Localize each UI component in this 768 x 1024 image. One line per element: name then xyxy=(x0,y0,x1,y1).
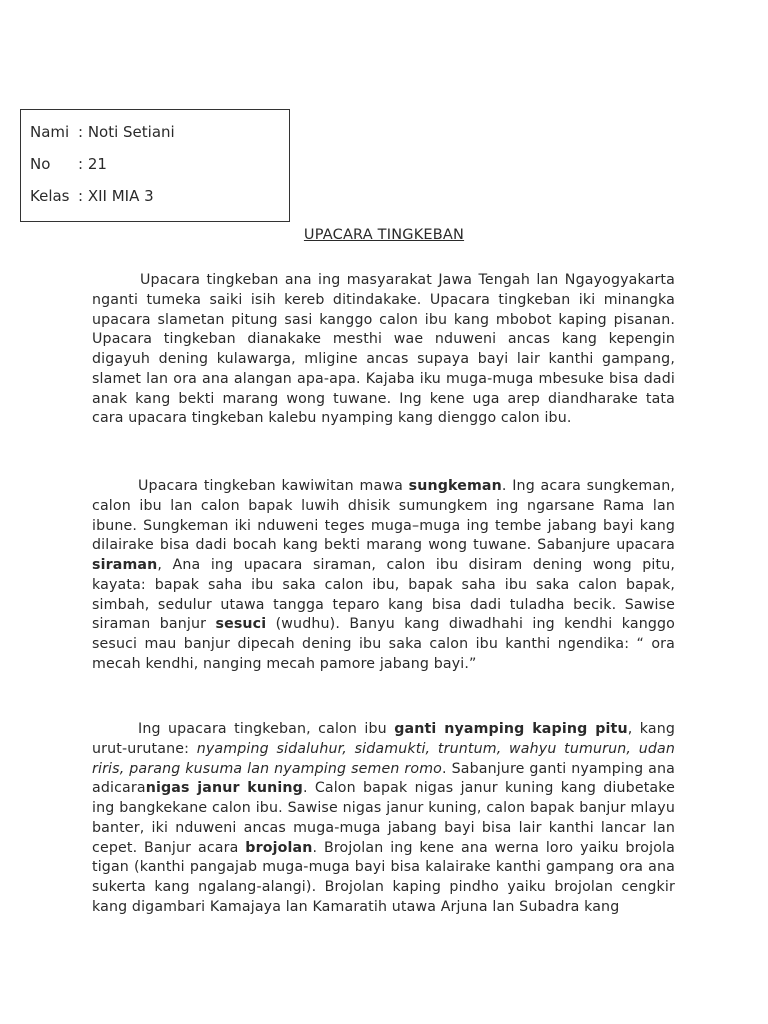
name-label: Nami xyxy=(30,123,70,141)
term-nigas-janur-kuning: nigas janur kuning xyxy=(145,780,303,797)
term-brojolan: brojolan xyxy=(245,839,313,856)
term-ganti-nyamping: ganti nyamping kaping pitu xyxy=(394,721,628,737)
paragraph-2 xyxy=(92,477,675,675)
paragraph-2-text: Upacara tingkeban kawiwitan mawa xyxy=(138,478,409,494)
term-sungkeman: sungkeman xyxy=(408,478,502,494)
class-row xyxy=(30,187,154,205)
paragraph-3-text: . Sabanjure ganti nyamping ana adicara xyxy=(92,760,676,797)
name-row xyxy=(30,123,175,141)
term-siraman: siraman xyxy=(92,557,158,573)
student-identity-box xyxy=(20,109,290,222)
paragraph-3-text: Ing upacara tingkeban, calon ibu xyxy=(138,721,395,737)
paragraph-2-text: . Ing acara sungkeman, calon ibu lan calon bapak luwih dhisik sumungkem ing ngarsane Rama lan ibune. Sungkeman iki nduweni teges muga–muga ing tembe jabang bayi kang dilairake bisa dadi bocah kang bekti marang wong tuwane. Sabanjure upacara xyxy=(92,478,675,554)
paragraph-2-text: , Ana ing upacara siraman, calon ibu disiram dening wong pitu, kayata: bapak saha ibu saka calon ibu, bapak saha ibu saka calon bapak, simbah, sedulur utawa tangga teparo kang bisa dadi tuladha becik. Sawise siraman banjur xyxy=(92,557,675,633)
number-row xyxy=(30,155,107,173)
nyamping-list: nyamping sidaluhur, sidamukti, truntum, wahyu tumurun, udan riris, parang kusuma lan nyamping semen romo xyxy=(92,740,676,777)
number-label: No xyxy=(30,155,51,173)
class-value: : XII MIA 3 xyxy=(78,187,154,205)
paragraph-1-text: Upacara tingkeban ana ing masyarakat Jawa Tengah lan Ngayogyakarta nganti tumeka saiki isih kereb ditindakake. Upacara tingkeban iki minangka upacara slametan pitung sasi kanggo calon ibu kang mbobot kaping pisanan. Upacara tingkeban dianakake mesthi wae nduweni ancas kang kepengin digayuh dening kulawarga, mligine ancas supaya bayi lair kanthi gampang, slamet lan ora ana alangan apa-apa. Kajaba iku muga-muga mbesuke bisa dadi anak kang bekti marang wong tuwane. Ing kene uga arep diandharake tata cara upacara tingkeban kalebu nyamping kang dienggo calon ibu. xyxy=(92,272,675,427)
document-title: UPACARA TINGKEBAN xyxy=(303,227,465,243)
paragraph-2-text: (wudhu). Banyu kang diwadhahi ing kendhi kanggo sesuci mau banjur dipecah dening ibu saka calon ibu kanthi ngendika: “ ora mecah kendhi, nanging mecah pamore jabang bayi.” xyxy=(92,616,675,672)
paragraph-3 xyxy=(92,720,675,918)
paragraph-3-text: . Calon bapak nigas janur kuning kang diubetake ing bangkekane calon ibu. Sawise nigas janur kuning, calon bapak banjur mlayu banter, iki nduweni ancas muga-muga jabang bayi bisa lair kanthi lancar lan cepet. Banjur acara xyxy=(92,780,675,856)
number-value: : 21 xyxy=(78,155,107,173)
paragraph-3-text: , kang urut-urutane: xyxy=(92,721,675,757)
paragraph-3-text: . Brojolan ing kene ana werna loro yaiku brojola tigan (kanthi pangajab muga-muga bayi bisa kalairake kanthi gampang ora ana sukerta kang ngalang-alangi). Brojolan kaping pindho yaiku brojolan cengkir kang digambari Kamajaya lan Kamaratih utawa Arjuna lan Subadra kang xyxy=(92,839,675,915)
paragraph-1 xyxy=(92,271,675,429)
class-label: Kelas xyxy=(30,187,70,205)
name-value: : Noti Setiani xyxy=(78,123,175,141)
term-sesuci: sesuci xyxy=(215,616,267,633)
